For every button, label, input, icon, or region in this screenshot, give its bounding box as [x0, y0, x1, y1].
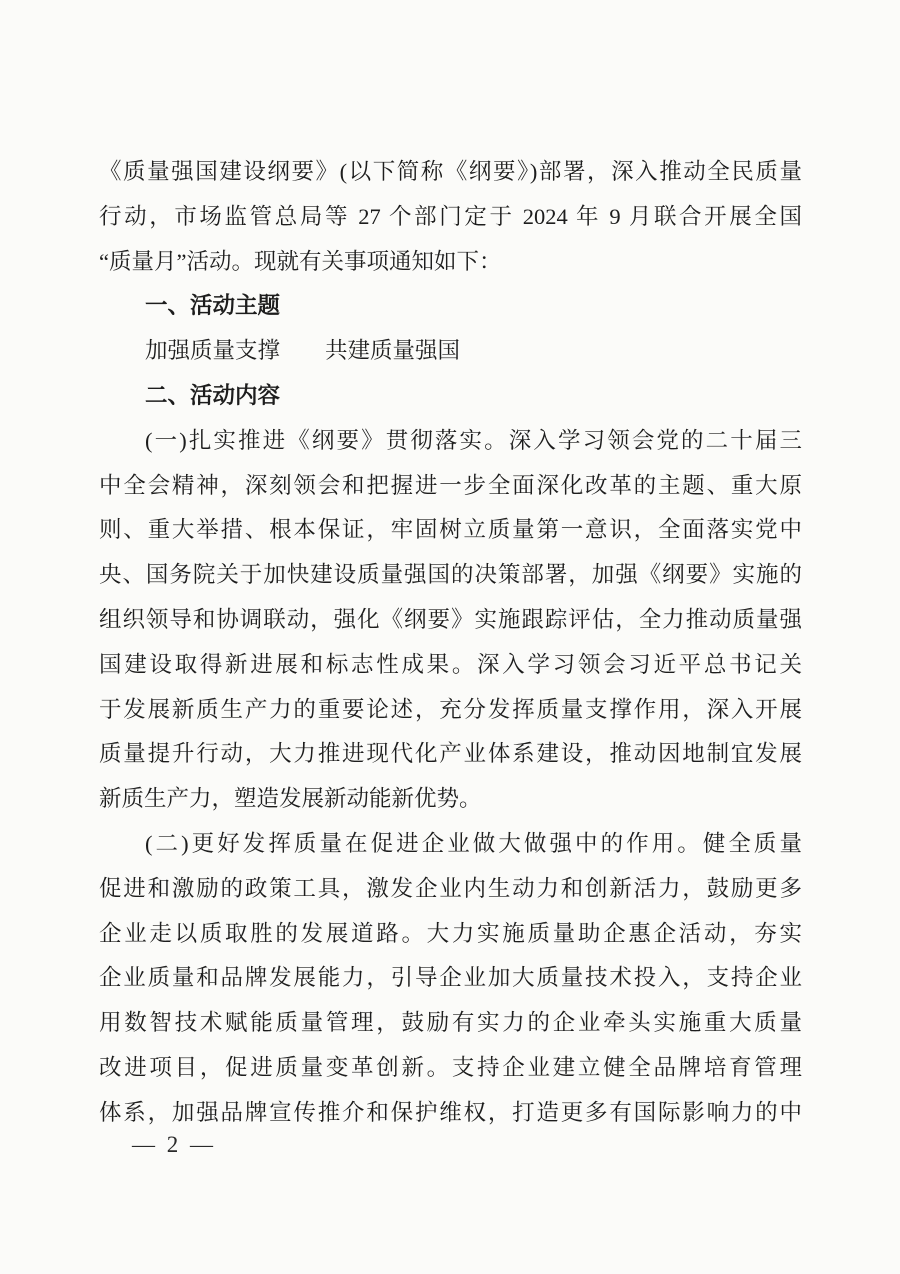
document-text-line: 国建设取得新进展和标志性成果。深入学习领会习近平总书记关 — [99, 651, 802, 677]
section-heading-line: 二、活动内容 — [145, 382, 281, 408]
page-number: — 2 — — [132, 1132, 216, 1157]
document-text-line: 改进项目，促进质量变革创新。支持企业建立健全品牌培育管理 — [99, 1054, 802, 1080]
document-text-line: 企业质量和品牌发展能力，引导企业加大质量技术投入，支持企业 — [99, 965, 802, 991]
document-text-line: 促进和激励的政策工具，激发企业内生动力和创新活力，鼓励更多 — [99, 875, 802, 901]
document-text-line: 则、重大举措、根本保证，牢固树立质量第一意识，全面落实党中 — [99, 517, 802, 543]
document-text-line: 于发展新质生产力的重要论述，充分发挥质量支撑作用，深入开展 — [99, 696, 802, 722]
document-text-line: 加强质量支撑 共建质量强国 — [145, 338, 461, 364]
document-body — [99, 150, 802, 1136]
document-text-line: 《质量强国建设纲要》(以下简称《纲要》)部署，深入推动全民质量 — [99, 159, 802, 184]
document-text-line: (一)扎实推进《纲要》贯彻落实。深入学习领会党的二十届三 — [145, 427, 802, 453]
document-text-line: 行动，市场监管总局等 27 个部门定于 2024 年 9 月联合开展全国 — [99, 203, 802, 229]
document-text-line: 企业走以质取胜的发展道路。大力实施质量助企惠企活动，夯实 — [99, 920, 802, 946]
document-text-line: “质量月”活动。现就有关事项通知如下： — [99, 248, 502, 274]
document-text-line: 新质生产力，塑造发展新动能新优势。 — [99, 786, 482, 812]
document-text-line: 用数智技术赋能质量管理，鼓励有实力的企业牵头实施重大质量 — [99, 1010, 802, 1036]
document-text-line: 质量提升行动，大力推进现代化产业体系建设，推动因地制宜发展 — [99, 741, 802, 767]
document-text-line: 中全会精神，深刻领会和把握进一步全面深化改革的主题、重大原 — [99, 472, 802, 498]
section-heading-line: 一、活动主题 — [145, 293, 281, 319]
document-text-line: 组织领导和协调联动，强化《纲要》实施跟踪评估，全力推动质量强 — [99, 606, 802, 632]
document-text-line: 央、国务院关于加快建设质量强国的决策部署，加强《纲要》实施的 — [99, 562, 802, 588]
document-text-line: (二)更好发挥质量在促进企业做大做强中的作用。健全质量 — [145, 830, 802, 856]
document-text-line: 体系，加强品牌宣传推介和保护维权，打造更多有国际影响力的中 — [99, 1099, 802, 1125]
